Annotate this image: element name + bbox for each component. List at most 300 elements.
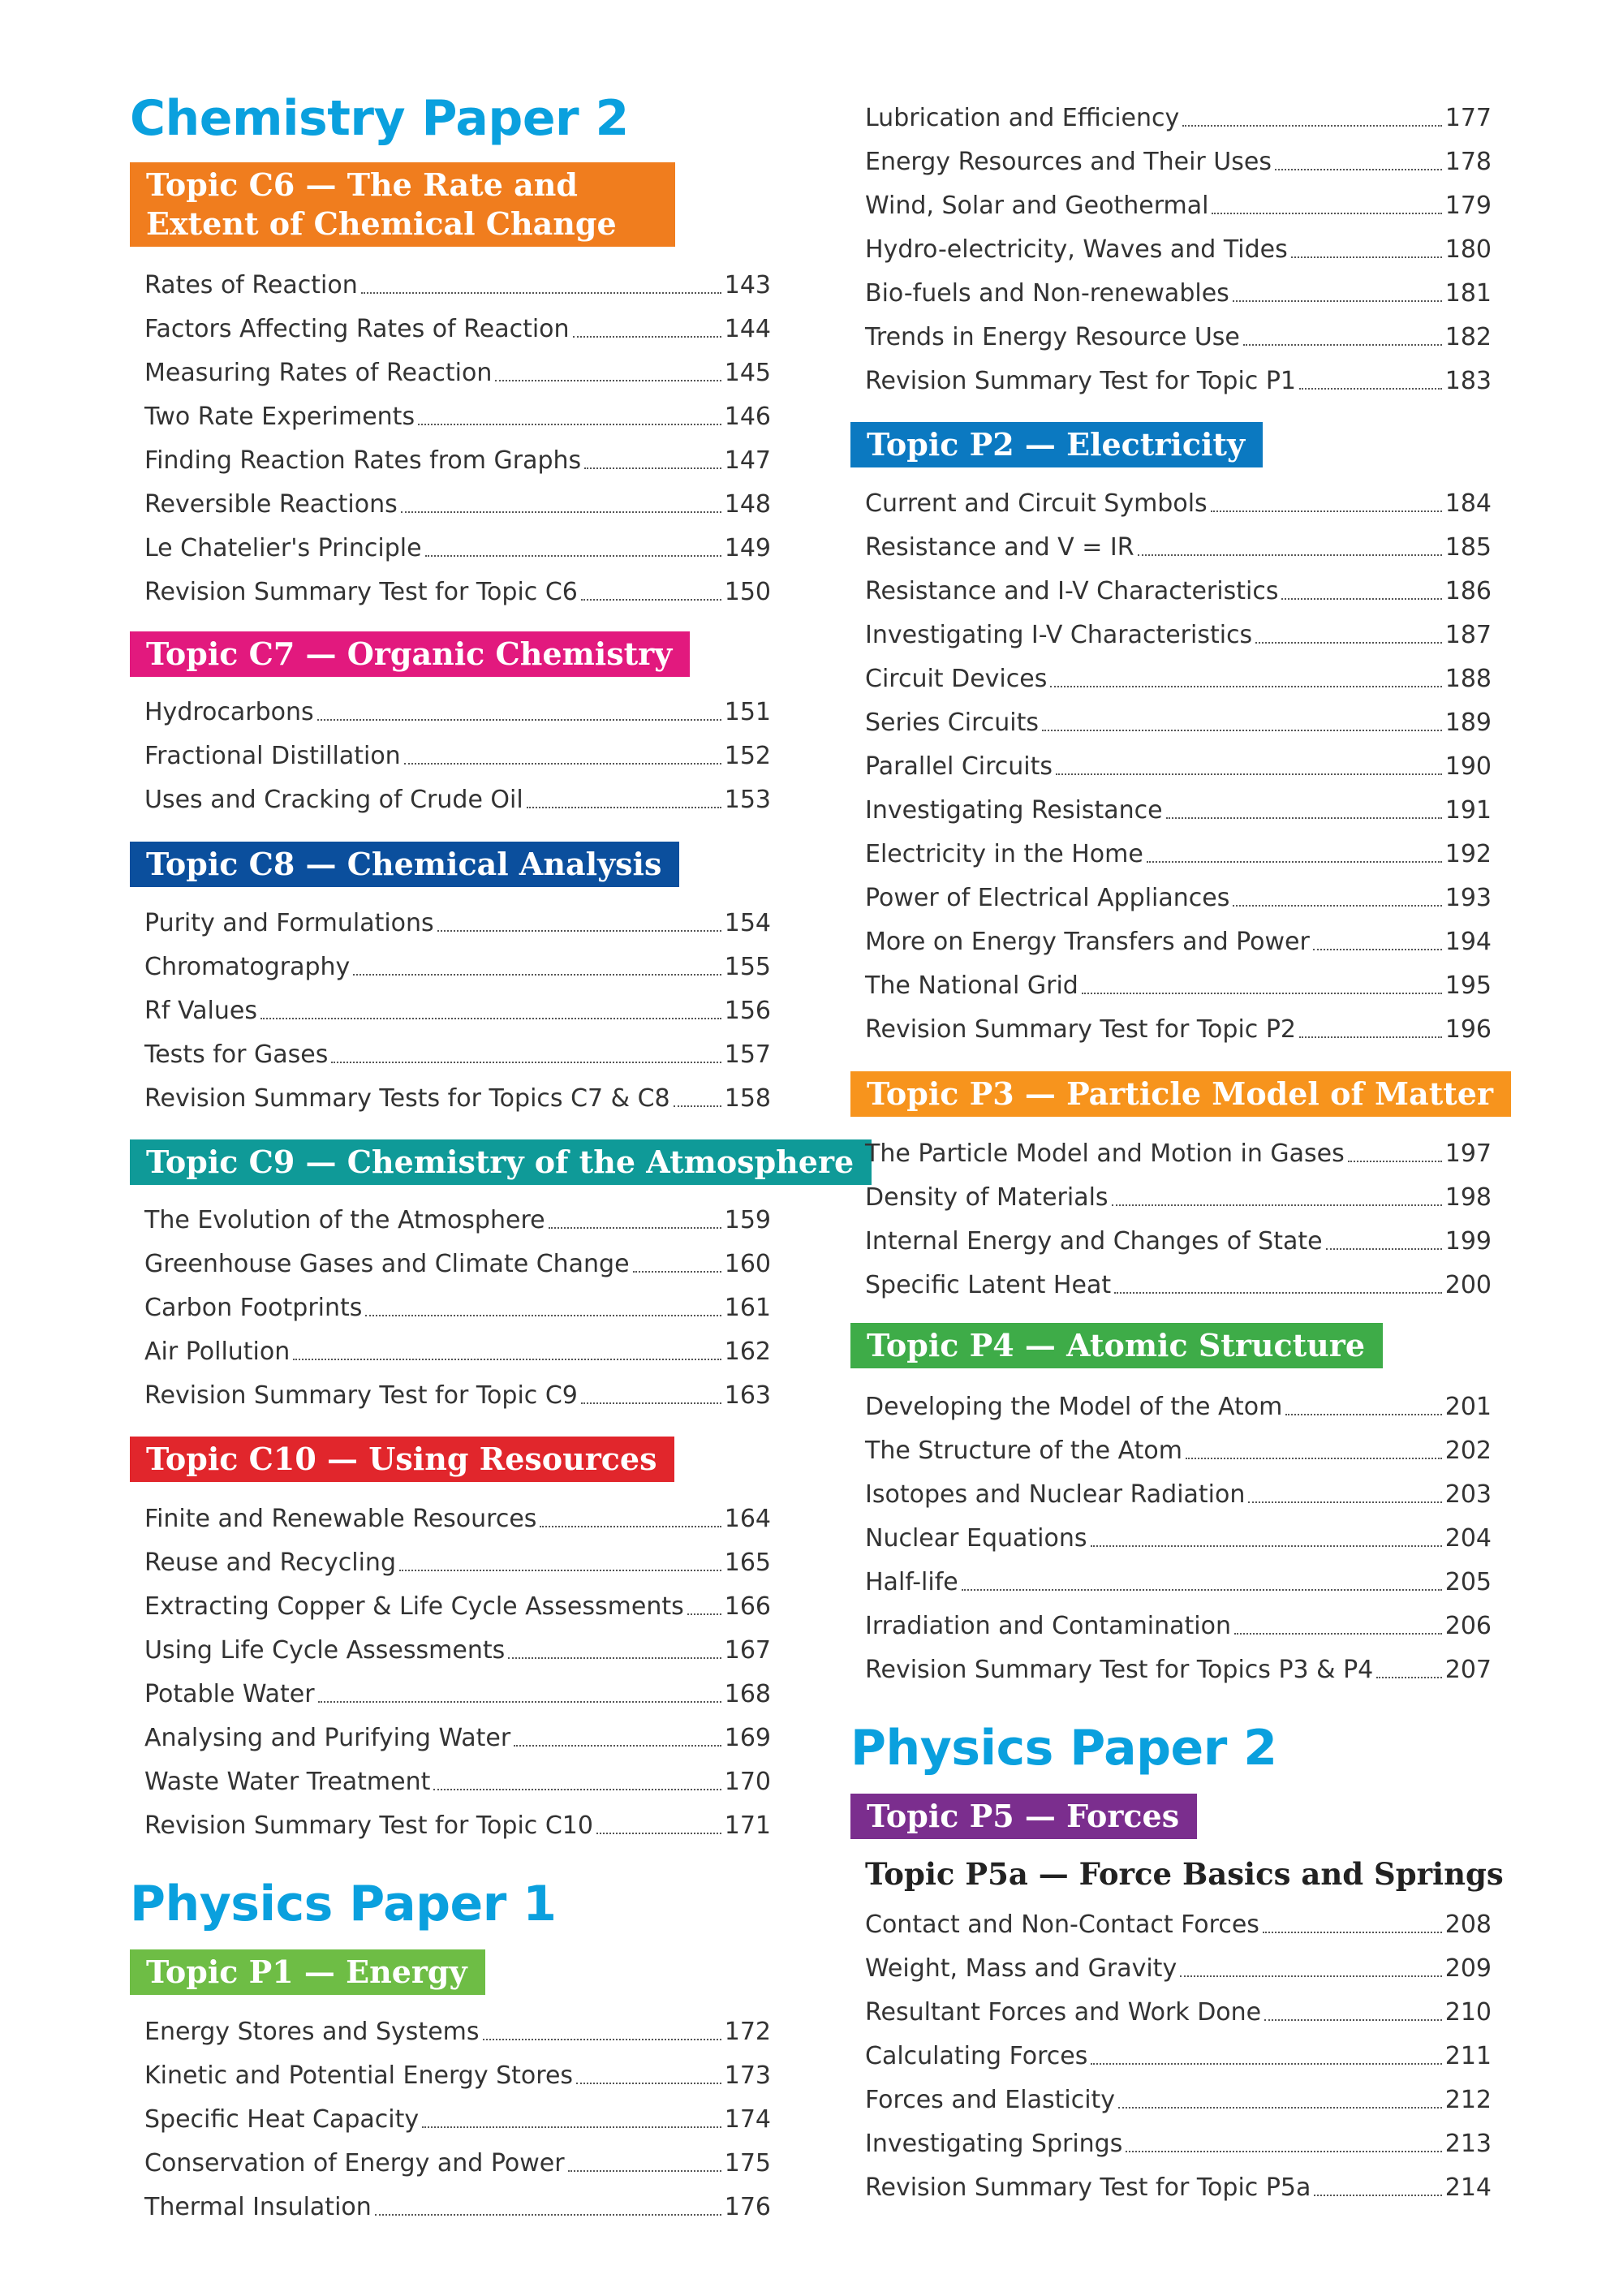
topic-p5-header: Topic P5 — Forces [850, 1794, 1197, 1839]
toc-entry-title: Finite and Renewable Resources [144, 1505, 537, 1533]
toc-entry-title: Revision Summary Test for Topic P1 [865, 367, 1296, 395]
toc-entry-title: Hydrocarbons [144, 698, 314, 726]
toc-entry-title: Resistance and V = IR [865, 533, 1134, 562]
toc-entry-title: Factors Affecting Rates of Reaction [144, 315, 570, 343]
toc-entry-page: 200 [1444, 1271, 1492, 1299]
toc-entry-title: Le Chatelier's Principle [144, 534, 422, 562]
dot-leader [1180, 1975, 1442, 1977]
toc-entry-title: Reversible Reactions [144, 490, 398, 519]
toc-entry-page: 212 [1444, 2086, 1492, 2114]
toc-entry-title: Tests for Gases [144, 1040, 329, 1069]
toc-entry [144, 940, 771, 984]
toc-entry [144, 1325, 771, 1368]
toc-entry-title: Air Pollution [144, 1338, 291, 1366]
dot-leader [401, 511, 721, 513]
dot-leader [1348, 1161, 1442, 1162]
toc-entry-title: Calculating Forces [865, 2042, 1088, 2070]
dot-leader [375, 2214, 721, 2216]
dot-leader [293, 1359, 721, 1360]
toc-entry [144, 1492, 771, 1536]
toc-entry [865, 354, 1492, 398]
dot-leader [1314, 2195, 1441, 2196]
toc-entry [144, 984, 771, 1027]
dot-leader [687, 1613, 721, 1615]
dot-leader [1285, 1414, 1441, 1415]
toc-entry-page: 196 [1444, 1015, 1492, 1044]
toc-entry-title: Half-life [865, 1568, 958, 1596]
toc-entry-page: 168 [724, 1680, 771, 1708]
dot-leader [1376, 1677, 1441, 1678]
toc-entry-title: Resistance and I-V Characteristics [865, 577, 1279, 605]
dot-leader [514, 1745, 721, 1747]
dot-leader [1234, 1633, 1442, 1635]
toc-entry-page: 179 [1444, 192, 1492, 220]
toc-entry [144, 1711, 771, 1755]
toc-entry-page: 178 [1444, 148, 1492, 176]
toc-entry-page: 149 [724, 534, 771, 562]
toc-entry [865, 827, 1492, 871]
toc-entry-title: Investigating Springs [865, 2130, 1123, 2158]
toc-entry-title: Chromatography [144, 953, 351, 981]
toc-entry-title: Reuse and Recycling [144, 1549, 396, 1577]
toc-entry-page: 180 [1444, 235, 1492, 264]
topic-c7-list [144, 685, 771, 816]
toc-entry-page: 158 [724, 1084, 771, 1113]
toc-entry [865, 696, 1492, 739]
toc-entry [865, 1126, 1492, 1170]
toc-entry-page: 174 [724, 2105, 771, 2134]
toc-entry [144, 1281, 771, 1325]
dot-leader [418, 424, 721, 425]
toc-entry-title: Greenhouse Gases and Climate Change [144, 1250, 630, 1278]
toc-entry [144, 1368, 771, 1412]
topic-p4-list [865, 1380, 1492, 1686]
toc-entry-page: 156 [724, 997, 771, 1025]
toc-entry [865, 1467, 1492, 1511]
toc-entry [865, 1511, 1492, 1555]
toc-entry-title: Extracting Copper & Life Cycle Assessments [144, 1592, 684, 1621]
toc-entry-title: Waste Water Treatment [144, 1768, 431, 1796]
toc-entry [865, 958, 1492, 1002]
toc-entry-title: More on Energy Transfers and Power [865, 928, 1310, 956]
dot-leader [318, 1701, 721, 1703]
toc-entry-title: Revision Summary Test for Topic C10 [144, 1811, 593, 1840]
toc-entry-page: 167 [724, 1636, 771, 1665]
toc-entry [144, 1623, 771, 1667]
toc-entry-page: 190 [1444, 752, 1492, 781]
toc-entry-page: 143 [724, 271, 771, 299]
toc-entry-title: Fractional Distillation [144, 742, 401, 770]
dot-leader [1264, 2019, 1442, 2021]
toc-entry [144, 1579, 771, 1623]
toc-entry [144, 2092, 771, 2136]
toc-entry-page: 207 [1444, 1656, 1492, 1684]
toc-entry-page: 173 [724, 2061, 771, 2090]
toc-entry [865, 222, 1492, 266]
toc-entry [144, 1536, 771, 1579]
toc-entry-title: Revision Summary Tests for Topics C7 & C8 [144, 1084, 670, 1113]
toc-entry-title: Carbon Footprints [144, 1294, 363, 1322]
toc-entry [865, 1898, 1492, 1941]
toc-entry [144, 477, 771, 521]
dot-leader [581, 599, 721, 601]
physics-paper-1-title: Physics Paper 1 [130, 1876, 557, 1932]
dot-leader [962, 1589, 1442, 1591]
toc-entry-page: 201 [1444, 1393, 1492, 1421]
toc-entry-page: 214 [1444, 2173, 1492, 2202]
dot-leader [361, 292, 721, 294]
toc-entry [144, 1027, 771, 1071]
dot-leader [1299, 388, 1442, 390]
toc-entry-title: Current and Circuit Symbols [865, 489, 1208, 518]
toc-entry [865, 915, 1492, 958]
topic-p1-list-right [865, 91, 1492, 398]
toc-entry [144, 346, 771, 390]
physics-paper-2-title: Physics Paper 2 [850, 1720, 1277, 1777]
toc-entry-page: 147 [724, 446, 771, 475]
dot-leader [1248, 1501, 1441, 1503]
toc-entry-page: 188 [1444, 665, 1492, 693]
toc-entry-title: Investigating Resistance [865, 796, 1163, 825]
toc-entry-title: Energy Stores and Systems [144, 2018, 480, 2046]
toc-entry-page: 184 [1444, 489, 1492, 518]
toc-entry-title: Conservation of Energy and Power [144, 2149, 565, 2178]
toc-entry-page: 148 [724, 490, 771, 519]
toc-entry [865, 2029, 1492, 2073]
toc-entry-page: 177 [1444, 104, 1492, 132]
dot-leader [1082, 993, 1442, 994]
toc-entry [865, 2117, 1492, 2160]
dot-leader [425, 555, 721, 557]
topic-c9-header: Topic C9 — Chemistry of the Atmosphere [130, 1139, 872, 1185]
toc-entry [144, 1071, 771, 1115]
toc-entry-title: Purity and Formulations [144, 909, 434, 937]
toc-entry-page: 197 [1444, 1139, 1492, 1168]
toc-entry-title: Analysing and Purifying Water [144, 1724, 511, 1752]
toc-entry-title: Rates of Reaction [144, 271, 358, 299]
toc-entry-page: 154 [724, 909, 771, 937]
dot-leader [317, 719, 721, 721]
toc-entry-title: Measuring Rates of Reaction [144, 359, 493, 387]
toc-entry [865, 266, 1492, 310]
topic-c9-list [144, 1193, 771, 1412]
toc-entry-title: Kinetic and Potential Energy Stores [144, 2061, 574, 2090]
dot-leader [1126, 2151, 1441, 2152]
dot-leader [1275, 169, 1442, 170]
toc-entry-title: Circuit Devices [865, 665, 1048, 693]
toc-entry-title: Investigating I-V Characteristics [865, 621, 1253, 649]
toc-entry [865, 1985, 1492, 2029]
toc-entry-title: Parallel Circuits [865, 752, 1053, 781]
toc-entry-title: Wind, Solar and Geothermal [865, 192, 1209, 220]
dot-leader [540, 1526, 721, 1527]
chemistry-paper-2-title: Chemistry Paper 2 [130, 90, 629, 147]
toc-entry-page: 157 [724, 1040, 771, 1069]
toc-entry-title: Specific Heat Capacity [144, 2105, 420, 2134]
toc-entry [865, 1941, 1492, 1985]
toc-entry-page: 194 [1444, 928, 1492, 956]
toc-entry [865, 739, 1492, 783]
dot-leader [1182, 125, 1441, 127]
toc-entry-title: Revision Summary Test for Topic P2 [865, 1015, 1296, 1044]
dot-leader [1211, 510, 1442, 512]
toc-entry-title: Revision Summary Test for Topics P3 & P4 [865, 1656, 1374, 1684]
dot-leader [495, 380, 721, 381]
toc-entry [865, 1002, 1492, 1046]
toc-entry-title: Using Life Cycle Assessments [144, 1636, 506, 1665]
dot-leader [1326, 1248, 1442, 1250]
toc-entry-title: Isotopes and Nuclear Radiation [865, 1480, 1246, 1509]
dot-leader [331, 1062, 721, 1063]
toc-entry-title: Two Rate Experiments [144, 403, 415, 431]
toc-entry-page: 208 [1444, 1910, 1492, 1939]
toc-entry [865, 91, 1492, 135]
toc-entry-page: 204 [1444, 1524, 1492, 1553]
toc-entry-page: 206 [1444, 1612, 1492, 1640]
toc-entry [144, 1193, 771, 1237]
dot-leader [1255, 642, 1442, 644]
toc-entry-title: Revision Summary Test for Topic C6 [144, 578, 578, 606]
toc-entry-page: 191 [1444, 796, 1492, 825]
toc-entry-title: The Evolution of the Atmosphere [144, 1206, 545, 1234]
toc-entry [865, 1214, 1492, 1258]
toc-entry [144, 565, 771, 609]
toc-entry [144, 433, 771, 477]
toc-entry-title: The Particle Model and Motion in Gases [865, 1139, 1345, 1168]
toc-entry-title: The National Grid [865, 971, 1078, 1000]
dot-leader [584, 467, 721, 469]
toc-entry-page: 159 [724, 1206, 771, 1234]
toc-entry [144, 521, 771, 565]
toc-entry [865, 2073, 1492, 2117]
toc-entry-title: Weight, Mass and Gravity [865, 1954, 1177, 1983]
toc-entry-title: Internal Energy and Changes of State [865, 1227, 1323, 1256]
toc-entry-title: Nuclear Equations [865, 1524, 1087, 1553]
toc-entry [865, 1258, 1492, 1302]
toc-entry [865, 871, 1492, 915]
toc-entry-title: Revision Summary Test for Topic C9 [144, 1381, 578, 1410]
dot-leader [1112, 1204, 1442, 1206]
topic-p3-list [865, 1126, 1492, 1302]
toc-entry-page: 187 [1444, 621, 1492, 649]
toc-entry-page: 153 [724, 786, 771, 814]
dot-leader [1233, 905, 1441, 907]
toc-entry-page: 171 [724, 1811, 771, 1840]
toc-entry-title: Lubrication and Efficiency [865, 104, 1180, 132]
toc-entry-title: Hydro-electricity, Waves and Tides [865, 235, 1288, 264]
topic-p5a-subheader: Topic P5a — Force Basics and Springs [865, 1856, 1504, 1892]
dot-leader [1313, 949, 1442, 950]
toc-entry [865, 1424, 1492, 1467]
toc-entry [144, 773, 771, 816]
topic-p1-header: Topic P1 — Energy [130, 1949, 485, 1995]
dot-leader [1091, 2063, 1441, 2065]
topic-c10-header: Topic C10 — Using Resources [130, 1437, 674, 1482]
toc-entry [865, 1599, 1492, 1643]
toc-entry-page: 163 [724, 1381, 771, 1410]
toc-entry [865, 2160, 1492, 2204]
toc-entry [865, 476, 1492, 520]
toc-entry [144, 1237, 771, 1281]
toc-entry [144, 1667, 771, 1711]
dot-leader [404, 763, 721, 765]
toc-entry-page: 183 [1444, 367, 1492, 395]
topic-c8-header: Topic C8 — Chemical Analysis [130, 842, 679, 887]
toc-entry [865, 520, 1492, 564]
toc-entry-title: Irradiation and Contamination [865, 1612, 1231, 1640]
toc-entry-page: 165 [724, 1549, 771, 1577]
toc-entry-page: 176 [724, 2193, 771, 2221]
toc-entry-title: Power of Electrical Appliances [865, 884, 1230, 912]
toc-entry-title: Bio-fuels and Non-renewables [865, 279, 1229, 308]
dot-leader [633, 1271, 721, 1273]
dot-leader [573, 336, 721, 338]
toc-entry [865, 310, 1492, 354]
toc-entry-page: 152 [724, 742, 771, 770]
toc-entry-page: 166 [724, 1592, 771, 1621]
dot-leader [1050, 686, 1441, 687]
toc-entry-title: Series Circuits [865, 709, 1039, 737]
topic-p2-header: Topic P2 — Electricity [850, 422, 1263, 467]
dot-leader [1091, 1545, 1442, 1547]
toc-entry-page: 198 [1444, 1183, 1492, 1212]
toc-entry-title: Resultant Forces and Work Done [865, 1998, 1262, 2027]
dot-leader [1281, 598, 1441, 600]
toc-entry-page: 151 [724, 698, 771, 726]
toc-entry [865, 1170, 1492, 1214]
dot-leader [1118, 2107, 1442, 2109]
toc-entry-title: Finding Reaction Rates from Graphs [144, 446, 582, 475]
dot-leader [1056, 773, 1442, 775]
toc-entry-page: 170 [724, 1768, 771, 1796]
toc-entry-page: 210 [1444, 1998, 1492, 2027]
toc-entry-page: 185 [1444, 533, 1492, 562]
dot-leader [576, 2083, 721, 2084]
topic-c6-header: Topic C6 — The Rate and Extent of Chemical Change [130, 162, 675, 247]
dot-leader [1147, 861, 1442, 863]
toc-entry [865, 135, 1492, 179]
toc-entry-page: 162 [724, 1338, 771, 1366]
dot-leader [1138, 554, 1442, 556]
dot-leader [568, 2170, 721, 2172]
dot-leader [1166, 817, 1442, 819]
toc-entry-title: Potable Water [144, 1680, 315, 1708]
toc-entry [865, 179, 1492, 222]
toc-entry-page: 145 [724, 359, 771, 387]
dot-leader [1291, 256, 1442, 258]
dot-leader [527, 807, 721, 808]
toc-entry-page: 160 [724, 1250, 771, 1278]
dot-leader [399, 1570, 721, 1571]
toc-entry-page: 175 [724, 2149, 771, 2178]
toc-entry-page: 203 [1444, 1480, 1492, 1509]
dot-leader [581, 1402, 721, 1404]
topic-c7-header: Topic C7 — Organic Chemistry [130, 631, 690, 677]
toc-entry [865, 652, 1492, 696]
toc-entry [865, 1380, 1492, 1424]
toc-entry-page: 205 [1444, 1568, 1492, 1596]
toc-entry-page: 213 [1444, 2130, 1492, 2158]
toc-entry-title: Density of Materials [865, 1183, 1109, 1212]
dot-leader [674, 1105, 721, 1107]
toc-entry-page: 164 [724, 1505, 771, 1533]
toc-entry [144, 390, 771, 433]
dot-leader [483, 2039, 721, 2040]
toc-entry-page: 186 [1444, 577, 1492, 605]
toc-entry-title: Trends in Energy Resource Use [865, 323, 1240, 351]
dot-leader [1212, 213, 1441, 214]
toc-entry [144, 1798, 771, 1842]
dot-leader [1114, 1292, 1442, 1294]
toc-entry-title: The Structure of the Atom [865, 1437, 1182, 1465]
toc-entry-title: Uses and Cracking of Crude Oil [144, 786, 523, 814]
toc-entry [144, 2005, 771, 2048]
topic-p1-list-left [144, 2005, 771, 2224]
toc-entry-page: 169 [724, 1724, 771, 1752]
toc-entry-title: Electricity in the Home [865, 840, 1143, 868]
toc-entry [865, 1555, 1492, 1599]
dot-leader [1042, 730, 1442, 731]
toc-entry-page: 192 [1444, 840, 1492, 868]
toc-entry-page: 144 [724, 315, 771, 343]
toc-entry-page: 202 [1444, 1437, 1492, 1465]
dot-leader [433, 1789, 721, 1790]
toc-entry-page: 211 [1444, 2042, 1492, 2070]
toc-entry-title: Developing the Model of the Atom [865, 1393, 1283, 1421]
toc-entry-page: 193 [1444, 884, 1492, 912]
toc-entry [865, 783, 1492, 827]
toc-entry-page: 172 [724, 2018, 771, 2046]
toc-entry [865, 1643, 1492, 1686]
topic-c8-list [144, 896, 771, 1115]
dot-leader [260, 1018, 721, 1019]
toc-entry-page: 181 [1444, 279, 1492, 308]
toc-entry-title: Thermal Insulation [144, 2193, 372, 2221]
dot-leader [508, 1657, 721, 1659]
toc-entry [144, 729, 771, 773]
toc-entry [144, 2136, 771, 2180]
toc-entry-page: 182 [1444, 323, 1492, 351]
toc-entry-title: Forces and Elasticity [865, 2086, 1116, 2114]
toc-entry-page: 150 [724, 578, 771, 606]
dot-leader [437, 930, 721, 932]
toc-entry-page: 189 [1444, 709, 1492, 737]
toc-entry-title: Energy Resources and Their Uses [865, 148, 1272, 176]
toc-entry [144, 896, 771, 940]
toc-entry [144, 2180, 771, 2224]
toc-entry-page: 209 [1444, 1954, 1492, 1983]
toc-entry [865, 608, 1492, 652]
toc-entry-page: 199 [1444, 1227, 1492, 1256]
toc-entry-page: 161 [724, 1294, 771, 1322]
dot-leader [596, 1833, 721, 1834]
toc-entry-page: 195 [1444, 971, 1492, 1000]
toc-entry-page: 155 [724, 953, 771, 981]
topic-c10-list [144, 1492, 771, 1842]
topic-p4-header: Topic P4 — Atomic Structure [850, 1323, 1383, 1368]
toc-entry [144, 1755, 771, 1798]
topic-p2-list [865, 476, 1492, 1046]
dot-leader [422, 2126, 721, 2128]
dot-leader [353, 974, 721, 976]
toc-entry-page: 146 [724, 403, 771, 431]
toc-entry-title: Specific Latent Heat [865, 1271, 1112, 1299]
dot-leader [1186, 1458, 1442, 1459]
toc-entry-title: Rf Values [144, 997, 257, 1025]
dot-leader [549, 1227, 721, 1229]
toc-entry-title: Contact and Non-Contact Forces [865, 1910, 1259, 1939]
toc-entry-title: Revision Summary Test for Topic P5a [865, 2173, 1311, 2202]
